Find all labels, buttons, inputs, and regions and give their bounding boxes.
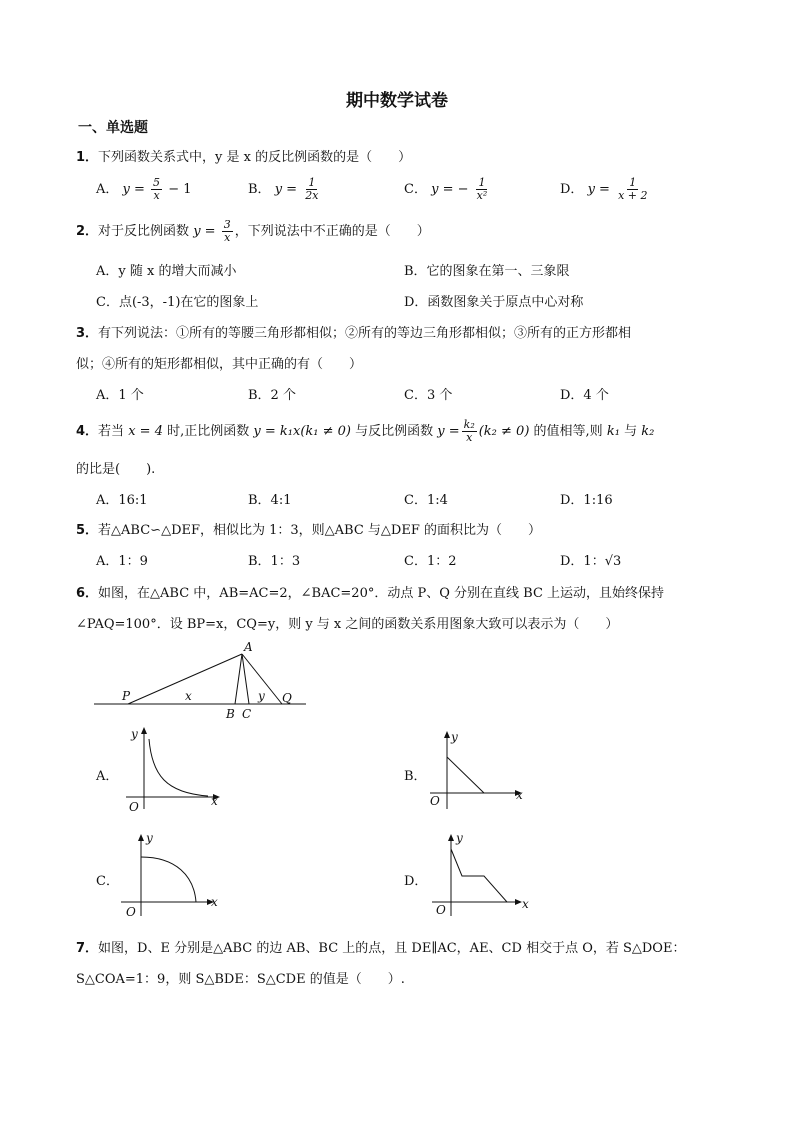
svg-text:O: O	[126, 905, 136, 919]
fraction: $\frac{3}{x}$	[223, 218, 231, 245]
svg-text:x: x	[522, 897, 529, 911]
label-c: C	[242, 707, 252, 721]
q2-option-c[interactable]: C．点(-3，-1)在它的图象上	[96, 295, 259, 310]
question-number: 3．	[76, 326, 99, 341]
fraction: $\frac{5}{x}$	[153, 176, 161, 203]
label-b: B	[226, 707, 235, 721]
q1-option-b[interactable]: B． y = $\frac{1}{2x}$	[248, 176, 319, 203]
question-6: 6．如图，在△ABC 中，AB=AC=2，∠BAC=20°．动点 P、Q 分别在直线 BC 上运动，且始终保持	[76, 586, 665, 601]
question-3-line2: 似；④所有的矩形都相似，其中正确的有（ ）	[76, 357, 363, 372]
q6-option-d[interactable]: D．	[404, 874, 428, 889]
q1-option-d[interactable]: D． y = $\frac{1}{x + 2}$	[560, 176, 648, 203]
curve-arc	[141, 857, 196, 902]
q5-option-b[interactable]: B．1：3	[248, 554, 301, 569]
question-number: 4．	[76, 424, 99, 440]
q5-option-c[interactable]: C．1：2	[404, 554, 457, 569]
question-2: 2．对于反比例函数 y = $\frac{3}{x}$ ，下列说法中不正确的是（ ）	[76, 218, 430, 245]
svg-text:y: y	[146, 831, 153, 845]
graph-a	[116, 725, 226, 815]
fraction: $\frac{\text{k₂}}{x}$	[463, 418, 475, 445]
q3-option-b[interactable]: B．2 个	[248, 388, 296, 403]
question-number: 2．	[76, 224, 99, 240]
q3-option-d[interactable]: D．4 个	[560, 388, 609, 403]
q4-option-a[interactable]: A．16:1	[96, 493, 148, 508]
question-number: 7．	[76, 941, 99, 956]
label-y: y	[258, 689, 265, 703]
question-5: 5．若△ABC∽△DEF，相似比为 1：3，则△ABC 与△DEF 的面积比为（ ）	[76, 523, 541, 538]
q6-option-c[interactable]: C．	[96, 874, 119, 889]
svg-text:O: O	[436, 903, 446, 917]
q6-option-a[interactable]: A．	[96, 769, 119, 784]
question-number: 5．	[76, 523, 99, 538]
segment-ba	[235, 654, 242, 704]
question-7-line2: S△COA=1：9，则 S△BDE：S△CDE 的值是（ ）.	[76, 972, 405, 987]
line-piecewise	[451, 849, 507, 902]
triangle-figure	[90, 640, 315, 725]
label-a: A	[244, 640, 253, 654]
label-x: x	[185, 689, 192, 703]
label-q: Q	[282, 691, 292, 705]
curve-hyperbola	[149, 739, 208, 796]
svg-text:y: y	[456, 831, 463, 845]
q2-option-a[interactable]: A．y 随 x 的增大而减小	[96, 264, 237, 279]
fraction: $\frac{1}{\text{x²}}$	[476, 176, 488, 203]
question-7: 7．如图，D、E 分别是△ABC 的边 AB、BC 上的点，且 DE∥AC，AE、CD 相交于点 O，若 S△DOE：	[76, 941, 686, 956]
fraction: $\frac{1}{2x}$	[305, 176, 319, 203]
q2-option-d[interactable]: D．函数图象关于原点中心对称	[404, 295, 584, 310]
svg-text:x: x	[211, 794, 218, 808]
line-decreasing	[447, 757, 484, 793]
page-title: 期中数学试卷	[346, 91, 448, 111]
graph-c	[116, 828, 226, 920]
q6-option-b[interactable]: B．	[404, 769, 427, 784]
q4-option-b[interactable]: B．4:1	[248, 493, 292, 508]
svg-text:x: x	[516, 788, 523, 802]
svg-text:y: y	[451, 730, 458, 744]
q1-option-c[interactable]: C． y = − $\frac{1}{\text{x²}}$	[404, 176, 488, 203]
graph-b	[420, 725, 530, 815]
question-6-line2: ∠PAQ=100°．设 BP=x，CQ=y，则 y 与 x 之间的函数关系用图象大致可以表示为（ ）	[76, 617, 619, 632]
question-4-line2: 的比是( ).	[76, 462, 156, 477]
q5-option-a[interactable]: A．1：9	[96, 554, 148, 569]
q1-option-a[interactable]: A． y = $\frac{5}{x}$ − 1	[96, 176, 192, 203]
q4-option-c[interactable]: C．1:4	[404, 493, 448, 508]
svg-text:y: y	[131, 727, 138, 741]
q4-option-d[interactable]: D．1:16	[560, 493, 613, 508]
question-text: 下列函数关系式中，y 是 x 的反比例函数的是（ ）	[98, 150, 412, 165]
q5-option-d[interactable]: D．1：√3	[560, 554, 622, 569]
question-number: 6．	[76, 586, 99, 601]
question-4: 4．若当 x = 4 时,正比例函数 y = k₁x(k₁ ≠ 0) 与反比例函数 y = $\frac{\text{k₂}}{x}$ (k₂ ≠ 0) 的值相等,则 k₁ 与 k₂	[76, 418, 655, 445]
graph-d	[420, 828, 535, 920]
question-3: 3．有下列说法：①所有的等腰三角形都相似；②所有的等边三角形都相似；③所有的正方形都相	[76, 326, 632, 341]
q3-option-c[interactable]: C．3 个	[404, 388, 453, 403]
q3-option-a[interactable]: A．1 个	[96, 388, 144, 403]
fraction: $\frac{1}{x + 2}$	[618, 176, 648, 203]
q2-option-b[interactable]: B．它的图象在第一、三象限	[404, 264, 570, 279]
question-number: 1．	[76, 150, 99, 165]
svg-text:O: O	[430, 794, 440, 808]
label-p: P	[122, 689, 131, 703]
svg-text:O: O	[129, 800, 139, 814]
section-heading: 一、单选题	[78, 120, 148, 136]
question-1	[76, 146, 411, 165]
svg-text:x: x	[211, 895, 218, 909]
